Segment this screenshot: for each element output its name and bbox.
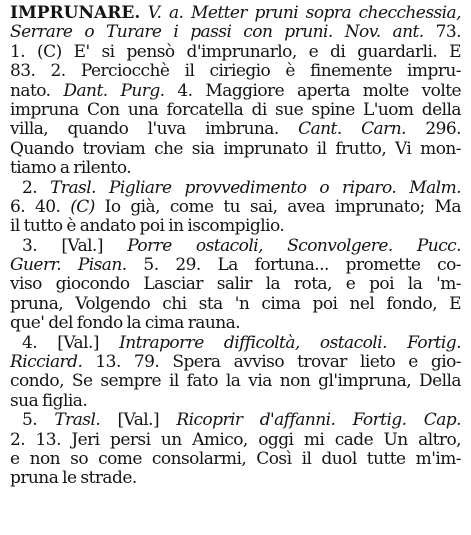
text-line bbox=[10, 275, 461, 294]
italic-text: Cant. Carn. bbox=[298, 120, 406, 140]
text-segment: pruna, Volgendo chi sta 'n cima poi nel fondo, E bbox=[10, 294, 461, 314]
text-segment: 4. [Val.] bbox=[22, 333, 120, 353]
headword: IMPRUNARE. bbox=[10, 4, 141, 23]
text-line bbox=[10, 353, 461, 372]
text-line bbox=[10, 431, 461, 450]
text-segment: que' del fondo la cima rauna. bbox=[10, 314, 241, 334]
text-line bbox=[10, 217, 461, 236]
text-line bbox=[10, 23, 461, 42]
italic-text: Guerr. Pisan. bbox=[10, 256, 127, 276]
text-line bbox=[10, 82, 461, 101]
text-line bbox=[10, 140, 461, 159]
text-line bbox=[10, 43, 461, 62]
text-segment: 296. bbox=[405, 120, 461, 140]
italic-text: Ricciard. bbox=[10, 353, 83, 373]
italic-text: Porre ostacoli, Sconvolgere. Pucc. bbox=[127, 236, 461, 256]
text-segment: pruna le strade. bbox=[10, 469, 137, 489]
text-line bbox=[10, 469, 461, 488]
text-line bbox=[10, 159, 461, 178]
text-line bbox=[10, 392, 461, 411]
text-segment: condo, Se sempre il fato la via non gl'impruna, Della bbox=[10, 372, 461, 392]
italic-text: Intraporre difficoltà, ostacoli. Fortig. bbox=[119, 333, 461, 353]
text-segment: sua figlia. bbox=[10, 391, 88, 411]
text-line bbox=[10, 120, 461, 139]
text-line bbox=[10, 450, 461, 469]
italic-text: Dant. Purg. bbox=[63, 81, 165, 101]
text-segment: 3. [Val.] bbox=[22, 236, 128, 256]
italic-text: Serrare o Turare i passi con pruni. Nov. ant. bbox=[10, 23, 424, 43]
italic-text: V. a. Metter pruni sopra checchessia, bbox=[140, 4, 461, 23]
text-segment: 2. bbox=[22, 178, 51, 198]
text-segment: il tutto è andato poi in iscompiglio. bbox=[10, 217, 285, 237]
text-line bbox=[10, 295, 461, 314]
text-segment: 5. 29. La fortuna... promette co- bbox=[126, 256, 461, 276]
text-segment: e non so come consolarmi, Così il duol tutte m'im- bbox=[10, 449, 461, 469]
text-segment: [Val.] bbox=[100, 411, 177, 431]
text-segment: Io già, come tu sai, avea imprunato; Ma bbox=[94, 197, 461, 217]
text-line bbox=[10, 62, 461, 81]
text-line bbox=[10, 372, 461, 391]
italic-text: (C) bbox=[70, 197, 95, 217]
text-segment: viso giocondo Lasciar salir la rota, e poi la 'm- bbox=[10, 275, 461, 295]
text-segment: 5. bbox=[22, 411, 55, 431]
italic-text: Ricoprir d'affanni. Fortig. Cap. bbox=[176, 411, 461, 431]
entry-text bbox=[10, 4, 461, 489]
text-segment: 73. bbox=[423, 23, 461, 43]
text-segment: 6. 40. bbox=[10, 197, 71, 217]
text-line bbox=[10, 411, 461, 430]
text-segment: 4. Maggiore aperta molte volte bbox=[164, 81, 461, 101]
text-line bbox=[10, 101, 461, 120]
text-line bbox=[10, 4, 461, 23]
text-segment: 1. (C) E' si pensò d'imprunarlo, e di guardarli. E bbox=[10, 42, 461, 62]
text-segment: nato. bbox=[10, 81, 64, 101]
text-line bbox=[10, 256, 461, 275]
text-segment: Quando troviam che sia imprunato il frutto, Vi mon- bbox=[10, 139, 461, 159]
text-line bbox=[10, 314, 461, 333]
text-segment: tiamo a rilento. bbox=[10, 159, 132, 179]
text-line bbox=[10, 198, 461, 217]
text-segment: 2. 13. Jeri persi un Amico, oggi mi cade Un altro, bbox=[10, 430, 461, 450]
text-line bbox=[10, 334, 461, 353]
italic-text: Trasl. Pigliare provvedimento o riparo. Malm. bbox=[50, 178, 461, 198]
text-line bbox=[10, 237, 461, 256]
text-segment: 83. 2. Perciocchè il ciriegio è finemente impru- bbox=[10, 62, 461, 82]
text-segment: villa, quando l'uva imbruna. bbox=[10, 120, 299, 140]
text-segment: impruna Con una forcatella di sue spine L'uom della bbox=[10, 100, 461, 120]
text-segment: 13. 79. Spera avviso trovar lieto e gio- bbox=[82, 353, 461, 373]
text-line bbox=[10, 179, 461, 198]
italic-text: Trasl. bbox=[54, 411, 101, 431]
